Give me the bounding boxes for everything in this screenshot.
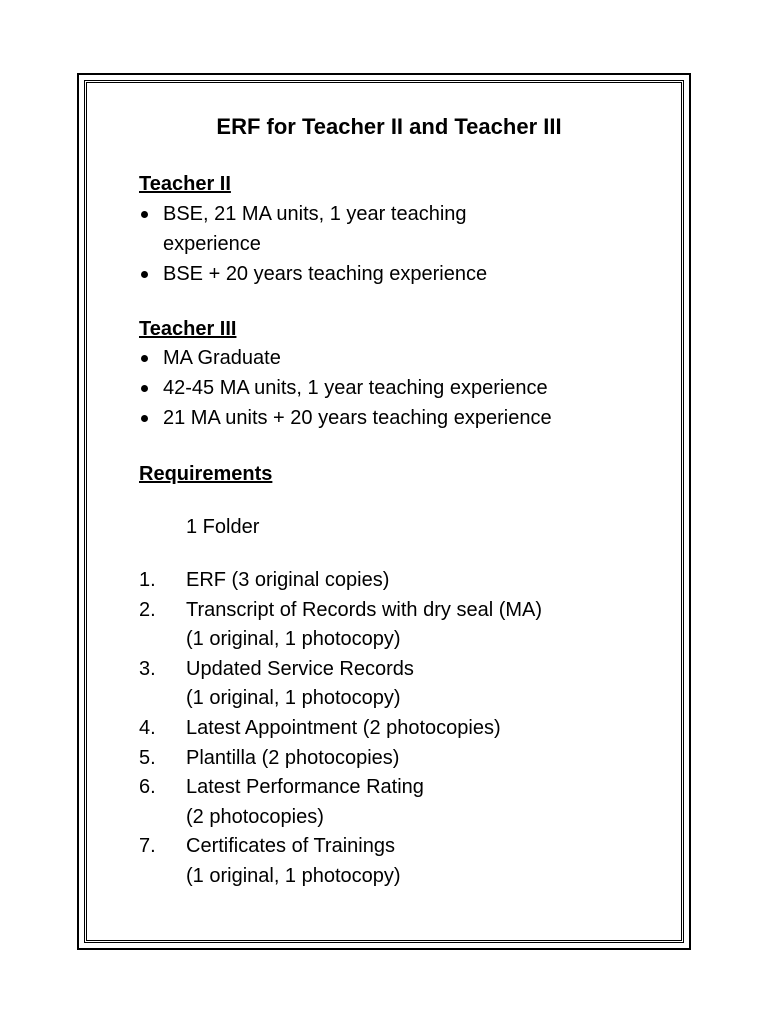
item-text: Certificates of Trainings (186, 835, 395, 858)
item-number: 1. (139, 569, 156, 591)
list-item (139, 199, 559, 259)
folder-note: 1 Folder (186, 516, 260, 538)
list-item-text: MA Graduate (163, 347, 281, 369)
bullet-icon (141, 385, 148, 392)
item-number: 5. (139, 746, 156, 769)
bullet-icon (141, 271, 148, 278)
item-number: 3. (139, 657, 156, 680)
teacher-ii-list (139, 199, 559, 289)
bullet-icon (141, 355, 148, 362)
list-item (139, 259, 559, 289)
list-item-text: 42-45 MA units, 1 year teaching experience (163, 377, 548, 399)
list-item-text: BSE + 20 years teaching experience (163, 263, 488, 285)
teacher-iii-heading: Teacher III (139, 318, 237, 340)
item-text: ERF (3 original copies) (186, 569, 390, 591)
item-subtext: (1 original, 1 photocopy) (186, 864, 401, 887)
item-text: Plantilla (2 photocopies) (186, 746, 400, 769)
teacher-iii-list (139, 343, 659, 433)
requirements-heading: Requirements (139, 463, 273, 485)
list-item-text: 21 MA units + 20 years teaching experience (163, 407, 552, 429)
page-title: ERF for Teacher II and Teacher III (216, 114, 562, 139)
item-text: Latest Performance Rating (186, 776, 424, 799)
item-number: 2. (139, 598, 156, 621)
teacher-ii-heading: Teacher II (139, 173, 231, 195)
list-item (139, 655, 659, 714)
item-text: Updated Service Records (186, 657, 414, 680)
item-text: Transcript of Records with dry seal (MA) (186, 598, 543, 621)
item-subtext: (2 photocopies) (186, 805, 324, 828)
item-number: 4. (139, 716, 156, 739)
list-item-text: BSE, 21 MA units, 1 year teaching experience (163, 203, 467, 255)
list-item (139, 566, 659, 596)
item-number: 7. (139, 835, 156, 858)
requirements-list (139, 566, 659, 892)
item-text: Latest Appointment (2 photocopies) (186, 716, 501, 739)
list-item (139, 403, 659, 433)
list-item (139, 832, 659, 891)
list-item (139, 596, 659, 655)
list-item (139, 373, 659, 403)
bullet-icon (141, 415, 148, 422)
list-item (139, 773, 659, 832)
list-item (139, 714, 659, 744)
list-item (139, 744, 659, 774)
list-item (139, 343, 659, 373)
item-subtext: (1 original, 1 photocopy) (186, 628, 401, 651)
item-subtext: (1 original, 1 photocopy) (186, 687, 401, 710)
bullet-icon (141, 211, 148, 218)
item-number: 6. (139, 776, 156, 799)
